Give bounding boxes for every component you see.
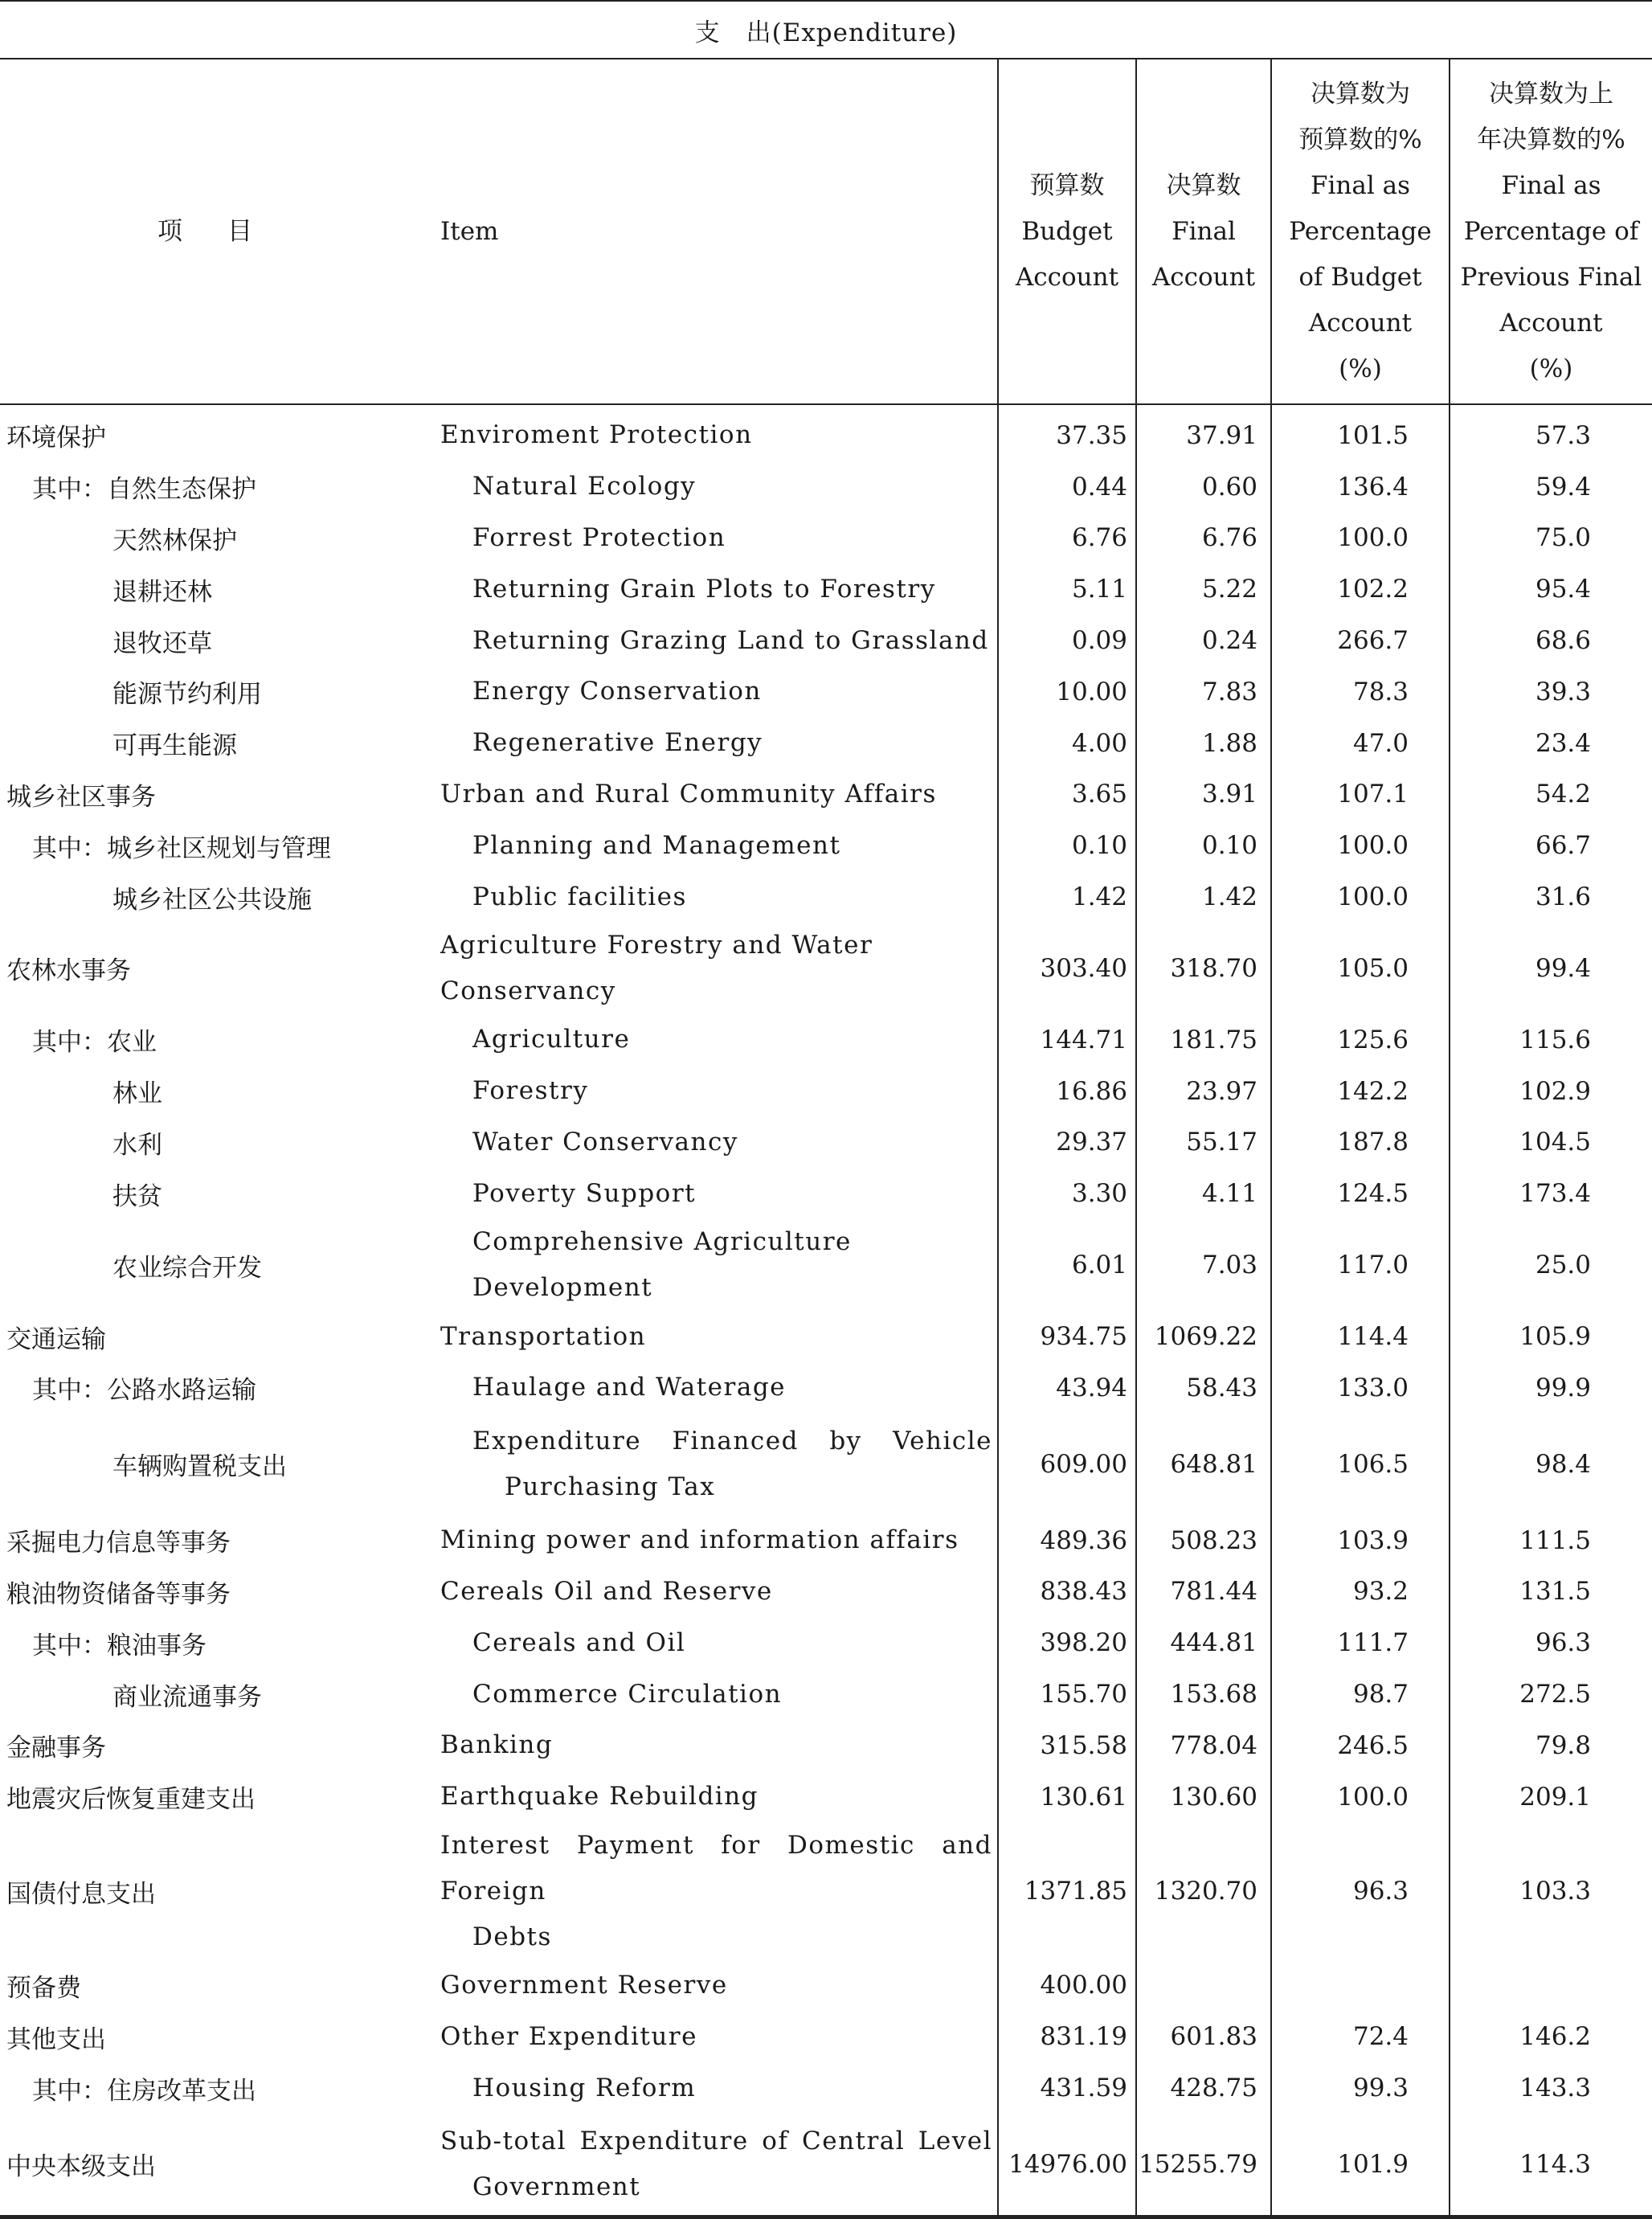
table-row xyxy=(0,1168,1652,1219)
row-pct-budget: 96.3 xyxy=(1271,1823,1450,1960)
row-pct-budget: 111.7 xyxy=(1271,1617,1450,1668)
table-row xyxy=(0,1362,1652,1414)
table-row xyxy=(0,1219,1652,1311)
row-item-en: Enviroment Protection xyxy=(440,420,753,450)
row-budget: 1371.85 xyxy=(998,1823,1136,1960)
row-item-cn: 国债付息支出 xyxy=(6,1879,156,1909)
row-item-cn: 其中：城乡社区规划与管理 xyxy=(32,833,331,863)
row-final: 0.60 xyxy=(1136,461,1271,513)
row-pct-prev: 272.5 xyxy=(1450,1668,1652,1720)
row-item-en: Other Expenditure xyxy=(440,2021,697,2051)
row-pct-budget: 72.4 xyxy=(1271,2011,1450,2062)
row-final: 55.17 xyxy=(1136,1117,1271,1169)
row-item-en: Energy Conservation xyxy=(472,677,762,706)
row-item-cn: 预备费 xyxy=(6,1973,81,2003)
row-final: 7.83 xyxy=(1136,666,1271,718)
table-row xyxy=(0,1960,1652,2012)
table-row xyxy=(0,871,1652,923)
header-item-cn: 项 目 xyxy=(0,59,434,404)
table-row xyxy=(0,666,1652,718)
row-pct-budget: 187.8 xyxy=(1271,1117,1450,1169)
table-row xyxy=(0,1771,1652,1823)
table-row xyxy=(0,1668,1652,1720)
row-item-en: Interest Payment for Domestic and Foreign Debts xyxy=(440,1830,992,1951)
row-pct-prev: 146.2 xyxy=(1450,2011,1652,2062)
row-item-cn: 其中：自然生态保护 xyxy=(32,475,256,505)
table-row xyxy=(0,718,1652,769)
row-pct-prev: 95.4 xyxy=(1450,563,1652,615)
row-pct-prev: 23.4 xyxy=(1450,718,1652,769)
row-item-cn: 交通运输 xyxy=(6,1324,106,1354)
row-pct-prev: 99.4 xyxy=(1450,923,1652,1014)
row-pct-budget: 114.4 xyxy=(1271,1311,1450,1362)
row-item-cn: 其中：农业 xyxy=(32,1028,157,1058)
row-final: 6.76 xyxy=(1136,513,1271,564)
row-final: 15255.79 xyxy=(1136,2114,1271,2217)
row-final: 58.43 xyxy=(1136,1362,1271,1414)
row-final: 153.68 xyxy=(1136,1668,1271,1720)
row-item-en: Expenditure Financed by Vehicle Purchasing Tax xyxy=(472,1426,992,1501)
table-row xyxy=(0,2011,1652,2062)
row-budget: 155.70 xyxy=(998,1668,1136,1720)
row-final: 1069.22 xyxy=(1136,1311,1271,1362)
row-budget: 400.00 xyxy=(998,1960,1136,2012)
table-row xyxy=(0,1066,1652,1117)
row-pct-prev: 143.3 xyxy=(1450,2062,1652,2114)
row-pct-prev: 31.6 xyxy=(1450,871,1652,923)
row-item-cn: 退耕还林 xyxy=(112,577,212,607)
row-pct-budget: 142.2 xyxy=(1271,1066,1450,1117)
row-item-en: Cereals and Oil xyxy=(472,1627,686,1657)
row-final: 7.03 xyxy=(1136,1219,1271,1311)
row-item-cn: 其他支出 xyxy=(6,2025,106,2054)
row-pct-prev: 114.3 xyxy=(1450,2114,1652,2217)
table-row xyxy=(0,1823,1652,1960)
row-pct-prev: 66.7 xyxy=(1450,820,1652,871)
table-row xyxy=(0,615,1652,666)
row-item-cn: 车辆购置税支出 xyxy=(112,1452,287,1482)
row-budget: 303.40 xyxy=(998,923,1136,1014)
row-item-cn: 其中：粮油事务 xyxy=(32,1631,206,1660)
row-pct-prev: 131.5 xyxy=(1450,1566,1652,1618)
row-final: 444.81 xyxy=(1136,1617,1271,1668)
row-item-cn: 环境保护 xyxy=(6,424,106,453)
row-budget: 489.36 xyxy=(998,1515,1136,1566)
row-budget: 4.00 xyxy=(998,718,1136,769)
table-row xyxy=(0,2062,1652,2114)
row-item-en: Cereals Oil and Reserve xyxy=(440,1576,773,1606)
row-budget: 14976.00 xyxy=(998,2114,1136,2217)
row-final: 1320.70 xyxy=(1136,1823,1271,1960)
table-row xyxy=(0,1515,1652,1566)
header-pct-budget: 决算数为 预算数的% Final as Percentage of Budget Account (%) xyxy=(1271,59,1450,404)
row-item-cn: 金融事务 xyxy=(6,1734,106,1763)
row-pct-budget: 102.2 xyxy=(1271,563,1450,615)
row-item-en: Forestry xyxy=(472,1076,589,1106)
row-budget: 16.86 xyxy=(998,1066,1136,1117)
row-budget: 609.00 xyxy=(998,1414,1136,1515)
row-item-cn: 天然林保护 xyxy=(112,526,237,555)
row-item-cn: 其中：公路水路运输 xyxy=(32,1376,256,1406)
row-item-en: Returning Grazing Land to Grassland xyxy=(472,625,989,655)
row-pct-budget: 107.1 xyxy=(1271,769,1450,821)
row-pct-prev: 111.5 xyxy=(1450,1515,1652,1566)
row-pct-prev: 68.6 xyxy=(1450,615,1652,666)
row-budget: 6.01 xyxy=(998,1219,1136,1311)
row-final: 648.81 xyxy=(1136,1414,1271,1515)
row-item-en: Planning and Management xyxy=(472,830,841,860)
table-title: 支 出(Expenditure) xyxy=(0,1,1652,59)
row-item-cn: 林业 xyxy=(112,1079,162,1109)
row-budget: 130.61 xyxy=(998,1771,1136,1823)
row-pct-prev: 79.8 xyxy=(1450,1720,1652,1771)
row-final: 5.22 xyxy=(1136,563,1271,615)
row-item-en: Haulage and Waterage xyxy=(472,1373,787,1402)
row-item-cn: 城乡社区公共设施 xyxy=(112,885,312,915)
row-pct-budget: 133.0 xyxy=(1271,1362,1450,1414)
row-pct-budget: 246.5 xyxy=(1271,1720,1450,1771)
table-row xyxy=(0,1117,1652,1169)
row-pct-budget: 101.5 xyxy=(1271,404,1450,461)
row-budget: 838.43 xyxy=(998,1566,1136,1618)
table-row xyxy=(0,820,1652,871)
row-budget: 315.58 xyxy=(998,1720,1136,1771)
row-pct-budget: 100.0 xyxy=(1271,820,1450,871)
row-pct-prev: 25.0 xyxy=(1450,1219,1652,1311)
row-pct-budget: 106.5 xyxy=(1271,1414,1450,1515)
row-final: 781.44 xyxy=(1136,1566,1271,1618)
row-item-en: Natural Ecology xyxy=(472,472,697,502)
row-budget: 831.19 xyxy=(998,2011,1136,2062)
row-item-cn: 城乡社区事务 xyxy=(6,782,156,812)
row-item-cn: 地震灾后恢复重建支出 xyxy=(6,1785,256,1815)
row-pct-budget: 105.0 xyxy=(1271,923,1450,1014)
row-pct-budget: 47.0 xyxy=(1271,718,1450,769)
row-item-en: Poverty Support xyxy=(472,1178,697,1208)
row-final: 508.23 xyxy=(1136,1515,1271,1566)
row-pct-prev xyxy=(1450,1960,1652,2012)
row-budget: 43.94 xyxy=(998,1362,1136,1414)
row-final: 1.88 xyxy=(1136,718,1271,769)
row-pct-prev: 75.0 xyxy=(1450,513,1652,564)
table-row xyxy=(0,769,1652,821)
header-pct-prev: 决算数为上 年决算数的% Final as Percentage of Previous Final Account (%) xyxy=(1450,59,1652,404)
header-budget: 预算数 Budget Account xyxy=(998,59,1136,404)
row-pct-budget: 103.9 xyxy=(1271,1515,1450,1566)
row-budget: 3.30 xyxy=(998,1168,1136,1219)
table-row xyxy=(0,1014,1652,1066)
table-row xyxy=(0,1566,1652,1618)
row-item-en: Government Reserve xyxy=(440,1970,728,2000)
table-row xyxy=(0,923,1652,1014)
row-item-en: Agriculture Forestry and Water Conservancy xyxy=(440,930,873,1005)
row-pct-prev: 115.6 xyxy=(1450,1014,1652,1066)
table-row xyxy=(0,1311,1652,1362)
row-pct-prev: 105.9 xyxy=(1450,1311,1652,1362)
row-item-cn: 农林水事务 xyxy=(6,956,131,986)
row-pct-prev: 99.9 xyxy=(1450,1362,1652,1414)
row-pct-prev: 39.3 xyxy=(1450,666,1652,718)
row-item-en: Housing Reform xyxy=(472,2073,697,2102)
row-item-cn: 采掘电力信息等事务 xyxy=(6,1529,231,1558)
row-pct-budget: 93.2 xyxy=(1271,1566,1450,1618)
table-row xyxy=(0,1414,1652,1515)
row-final: 778.04 xyxy=(1136,1720,1271,1771)
row-budget: 934.75 xyxy=(998,1311,1136,1362)
row-item-en: Returning Grain Plots to Forestry xyxy=(472,574,936,604)
row-item-en: Earthquake Rebuilding xyxy=(440,1782,759,1812)
row-final: 181.75 xyxy=(1136,1014,1271,1066)
row-item-en: Commerce Circulation xyxy=(472,1679,783,1709)
row-pct-budget: 78.3 xyxy=(1271,666,1450,718)
row-item-en: Regenerative Energy xyxy=(472,728,763,758)
row-item-en: Banking xyxy=(440,1730,554,1760)
row-pct-prev: 54.2 xyxy=(1450,769,1652,821)
row-final: 4.11 xyxy=(1136,1168,1271,1219)
row-final: 37.91 xyxy=(1136,404,1271,461)
row-budget: 3.65 xyxy=(998,769,1136,821)
row-budget: 0.10 xyxy=(998,820,1136,871)
row-final: 130.60 xyxy=(1136,1771,1271,1823)
row-final: 601.83 xyxy=(1136,2011,1271,2062)
row-item-en: Comprehensive Agriculture Development xyxy=(472,1227,852,1303)
row-pct-prev: 173.4 xyxy=(1450,1168,1652,1219)
row-pct-budget: 101.9 xyxy=(1271,2114,1450,2217)
row-item-cn: 退牧还草 xyxy=(112,628,212,658)
row-item-cn: 能源节约利用 xyxy=(112,680,262,710)
row-item-en: Transportation xyxy=(440,1321,647,1351)
row-final xyxy=(1136,1960,1271,2012)
table-row xyxy=(0,461,1652,513)
row-item-en: Agriculture xyxy=(472,1025,631,1054)
row-final: 428.75 xyxy=(1136,2062,1271,2114)
row-pct-budget: 136.4 xyxy=(1271,461,1450,513)
row-pct-prev: 96.3 xyxy=(1450,1617,1652,1668)
row-item-en: Sub-total Expenditure of Central Level Government xyxy=(434,2114,998,2217)
row-pct-budget: 266.7 xyxy=(1271,615,1450,666)
row-pct-prev: 102.9 xyxy=(1450,1066,1652,1117)
row-budget: 1.42 xyxy=(998,871,1136,923)
row-budget: 37.35 xyxy=(998,404,1136,461)
row-pct-prev: 98.4 xyxy=(1450,1414,1652,1515)
table-row xyxy=(0,513,1652,564)
table-row xyxy=(0,404,1652,461)
row-item-cn: 水利 xyxy=(112,1130,162,1160)
row-final: 23.97 xyxy=(1136,1066,1271,1117)
row-budget: 29.37 xyxy=(998,1117,1136,1169)
row-final: 0.24 xyxy=(1136,615,1271,666)
row-item-cn: 商业流通事务 xyxy=(112,1682,262,1712)
row-pct-budget: 100.0 xyxy=(1271,1771,1450,1823)
row-budget: 0.44 xyxy=(998,461,1136,513)
row-final: 1.42 xyxy=(1136,871,1271,923)
row-item-cn: 中央本级支出 xyxy=(0,2114,434,2217)
row-final: 3.91 xyxy=(1136,769,1271,821)
row-pct-prev: 103.3 xyxy=(1450,1823,1652,1960)
row-final: 318.70 xyxy=(1136,923,1271,1014)
row-item-en: Mining power and information affairs xyxy=(440,1525,959,1555)
row-pct-prev: 59.4 xyxy=(1450,461,1652,513)
header-final: 决算数 Final Account xyxy=(1136,59,1271,404)
table-row xyxy=(0,1617,1652,1668)
row-budget: 398.20 xyxy=(998,1617,1136,1668)
row-item-en: Forrest Protection xyxy=(472,522,726,552)
row-final: 0.10 xyxy=(1136,820,1271,871)
row-item-cn: 农业综合开发 xyxy=(112,1253,262,1283)
header-item-en: Item xyxy=(434,59,998,404)
row-item-en: Urban and Rural Community Affairs xyxy=(440,779,937,809)
row-budget: 0.09 xyxy=(998,615,1136,666)
row-budget: 10.00 xyxy=(998,666,1136,718)
table-row xyxy=(0,563,1652,615)
row-pct-budget: 124.5 xyxy=(1271,1168,1450,1219)
row-item-cn: 可再生能源 xyxy=(112,731,237,761)
row-budget: 144.71 xyxy=(998,1014,1136,1066)
table-row xyxy=(0,2114,1652,2217)
row-item-cn: 其中：住房改革支出 xyxy=(32,2076,256,2106)
row-pct-budget: 100.0 xyxy=(1271,871,1450,923)
row-pct-prev: 57.3 xyxy=(1450,404,1652,461)
row-budget: 5.11 xyxy=(998,563,1136,615)
row-pct-budget xyxy=(1271,1960,1450,2012)
row-budget: 6.76 xyxy=(998,513,1136,564)
row-pct-budget: 125.6 xyxy=(1271,1014,1450,1066)
row-item-cn: 粮油物资储备等事务 xyxy=(6,1579,231,1609)
row-pct-budget: 98.7 xyxy=(1271,1668,1450,1720)
table-row xyxy=(0,1720,1652,1771)
row-item-en: Water Conservancy xyxy=(472,1127,738,1157)
row-item-cn: 扶贫 xyxy=(112,1181,162,1211)
row-budget: 431.59 xyxy=(998,2062,1136,2114)
row-pct-budget: 100.0 xyxy=(1271,513,1450,564)
row-item-en: Public facilities xyxy=(472,882,687,911)
row-pct-prev: 104.5 xyxy=(1450,1117,1652,1169)
row-pct-budget: 99.3 xyxy=(1271,2062,1450,2114)
row-pct-prev: 209.1 xyxy=(1450,1771,1652,1823)
row-pct-budget: 117.0 xyxy=(1271,1219,1450,1311)
